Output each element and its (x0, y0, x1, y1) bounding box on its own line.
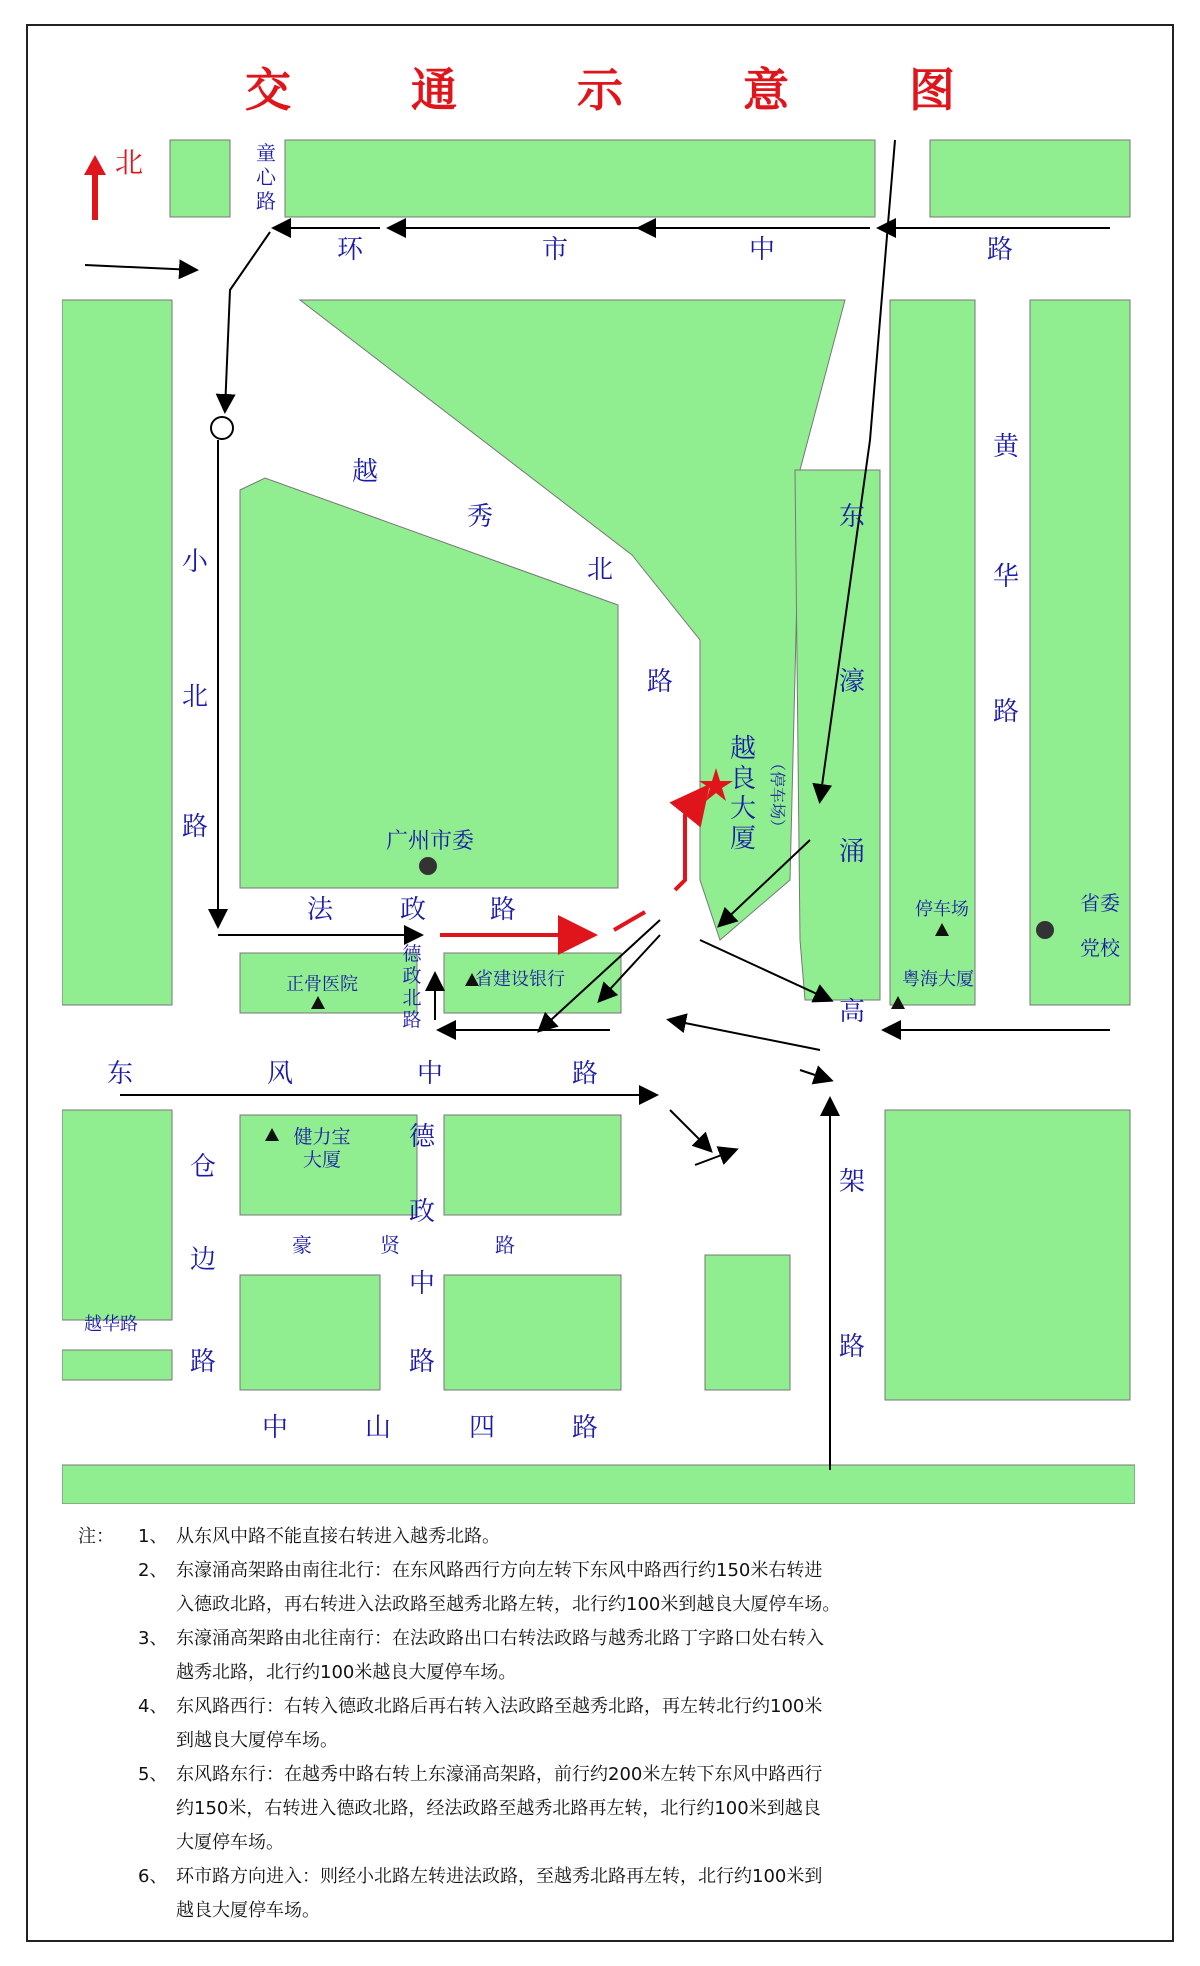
road-cangbian-1: 边 (189, 1245, 217, 1275)
place-shengwei: 省委 (1080, 891, 1120, 915)
note-item (78, 1860, 1158, 1928)
note-line: 东濠涌高架路由南往北行：在东风路西行方向左转下东风中路西行约150米右转进 (176, 1560, 823, 1581)
note-number: 6、 (138, 1866, 168, 1887)
block-south-center (444, 1275, 621, 1390)
note-number: 2、 (138, 1560, 168, 1581)
road-zhongshan-2: 四 (468, 1413, 496, 1443)
place-shiwei: 广州市委 (385, 829, 475, 854)
road-tongxin-char: 童 (256, 141, 276, 165)
note-item (78, 1622, 1158, 1690)
road-yuexiubei-2: 北 (586, 555, 614, 585)
road-huanshi-1: 市 (541, 235, 569, 265)
road-cangbian-0: 仓 (189, 1152, 217, 1182)
note-line: 到越良大厦停车场。 (176, 1730, 338, 1751)
road-tongxin-char: 心 (256, 165, 276, 189)
place-jianlibao-2: 大厦 (302, 1149, 342, 1171)
road-cangbian-2: 路 (189, 1347, 217, 1377)
note-line: 从东风中路不能直接右转进入越秀北路。 (176, 1526, 500, 1547)
road-fazheng-2: 路 (489, 895, 517, 925)
road-dongfeng-3: 路 (571, 1059, 599, 1089)
note-line: 入德政北路，再右转进入法政路至越秀北路左转，北行约100米到越良大厦停车场。 (176, 1594, 841, 1615)
road-dezhengzhong-0: 德 (408, 1122, 436, 1152)
marker-shiwei (419, 857, 437, 875)
note-line: 东风路西行：右转入德政北路后再右转入法政路至越秀北路，再左转北行约100米 (176, 1696, 823, 1717)
note-line: 大厦停车场。 (176, 1832, 284, 1853)
place-zhenggu: 正骨医院 (286, 974, 358, 995)
road-zhongshan-1: 山 (364, 1413, 392, 1443)
road-dezhengzhong-1: 政 (408, 1197, 436, 1227)
road-huanghua-2: 路 (992, 697, 1020, 727)
road-donghao-1: 濠 (838, 667, 866, 697)
note-line: 越良大厦停车场。 (176, 1900, 320, 1921)
map-title: 交 通 示 意 图 (244, 63, 1008, 117)
block-left-1 (62, 300, 172, 1005)
road-xiaobei-1: 北 (181, 682, 209, 712)
place-jianshe: 省建设银行 (475, 969, 565, 990)
road-haoxian-0: 豪 (292, 1233, 312, 1257)
road-huanshi-0: 环 (336, 235, 364, 265)
place-dangxiao: 党校 (1080, 936, 1120, 960)
svg-text:北: 北 (115, 146, 144, 179)
road-yuexiubei-1: 秀 (466, 502, 494, 532)
road-xiaobei-2: 路 (181, 812, 209, 842)
block-south-strip (62, 1465, 1135, 1504)
place-yueliang-char: 大 (729, 794, 757, 824)
note-number: 3、 (138, 1628, 168, 1649)
road-haoxian-2: 路 (495, 1233, 515, 1257)
road-dongfeng-0: 东 (106, 1059, 134, 1089)
place-tingchechang: 停车场 (915, 899, 969, 920)
place-yueliang-char: 良 (729, 764, 757, 794)
road-donghao-0: 东 (838, 502, 866, 532)
road-huanghua-0: 黄 (992, 432, 1020, 462)
road-donghao-3: 高 (838, 997, 866, 1027)
road-haoxian-1: 贤 (380, 1233, 400, 1257)
road-dezhengzhong-3: 路 (408, 1347, 436, 1377)
traffic-map (62, 134, 1135, 1504)
note-item (78, 1690, 1158, 1758)
road-donghao-2: 涌 (838, 837, 866, 867)
place-jianlibao-1: 健力宝 (293, 1126, 351, 1148)
note-line: 东风路东行：在越秀中路右转上东濠涌高架路，前行约200米左转下东风中路西行 (176, 1764, 823, 1785)
road-huanshi-3: 路 (986, 235, 1014, 265)
road-huanghua-1: 华 (992, 562, 1020, 592)
block-south-left (240, 1275, 380, 1390)
road-zhongshan-3: 路 (571, 1413, 599, 1443)
block-center-east (795, 470, 880, 1000)
note-number: 5、 (138, 1764, 168, 1785)
road-xiaobei-0: 小 (181, 547, 209, 577)
note-item (78, 1554, 1158, 1622)
road-yuexiubei-3: 路 (646, 667, 674, 697)
block-top-left (170, 140, 230, 217)
block-top-right (930, 140, 1130, 217)
block-left-3 (62, 1350, 172, 1380)
note-line: 环市路方向进入：则经小北路左转进法政路，至越秀北路再左转，北行约100米到 (176, 1866, 823, 1887)
block-south-mid (705, 1255, 790, 1390)
note-item (78, 1758, 1158, 1860)
road-zhongshan-0: 中 (261, 1413, 289, 1443)
road-dongfeng-2: 中 (416, 1059, 444, 1089)
place-yueliang-char: 越 (729, 734, 757, 764)
place-yueliang-char: 厦 (729, 824, 757, 854)
road-yuehua: 越华路 (84, 1314, 138, 1335)
road-dezhengbei-char: 政 (402, 965, 422, 987)
block-top (285, 140, 875, 217)
note-line: 约150米，右转进入德政北路，经法政路至越秀北路再左转，北行约100米到越良 (176, 1798, 821, 1819)
notes-heading: 注： (78, 1526, 114, 1547)
road-dezhengbei-char: 路 (402, 1009, 422, 1031)
road-dongfeng-1: 风 (266, 1059, 294, 1089)
block-east-bottom (885, 1110, 1130, 1400)
block-left-2 (62, 1110, 172, 1320)
road-dezhengzhong-2: 中 (408, 1269, 436, 1299)
road-huanshi-2: 中 (748, 235, 776, 265)
road-fazheng-1: 政 (399, 895, 427, 925)
road-donghao-5: 路 (838, 1332, 866, 1362)
road-tongxin-char: 路 (256, 189, 276, 213)
road-fazheng-0: 法 (306, 895, 334, 925)
note-item (78, 1520, 1158, 1554)
note-number: 4、 (138, 1696, 168, 1717)
road-dezhengbei-char: 德 (402, 943, 422, 965)
notes (78, 1520, 1158, 1928)
road-donghao-4: 架 (838, 1167, 866, 1197)
note-line: 越秀北路，北行约100米越良大厦停车场。 (176, 1662, 517, 1683)
block-haoxian-right (444, 1115, 621, 1215)
marker-dangxiao (1036, 921, 1054, 939)
note-line: 东濠涌高架路由北往南行：在法政路出口右转法政路与越秀北路丁字路口处右转入 (176, 1628, 824, 1649)
road-dezhengbei-char: 北 (402, 987, 422, 1009)
place-yuehai: 粤海大厦 (902, 969, 974, 990)
road-yuexiubei-0: 越 (351, 457, 379, 487)
note-number: 1、 (138, 1526, 168, 1547)
place-parking-note: （停车场） (768, 755, 787, 836)
